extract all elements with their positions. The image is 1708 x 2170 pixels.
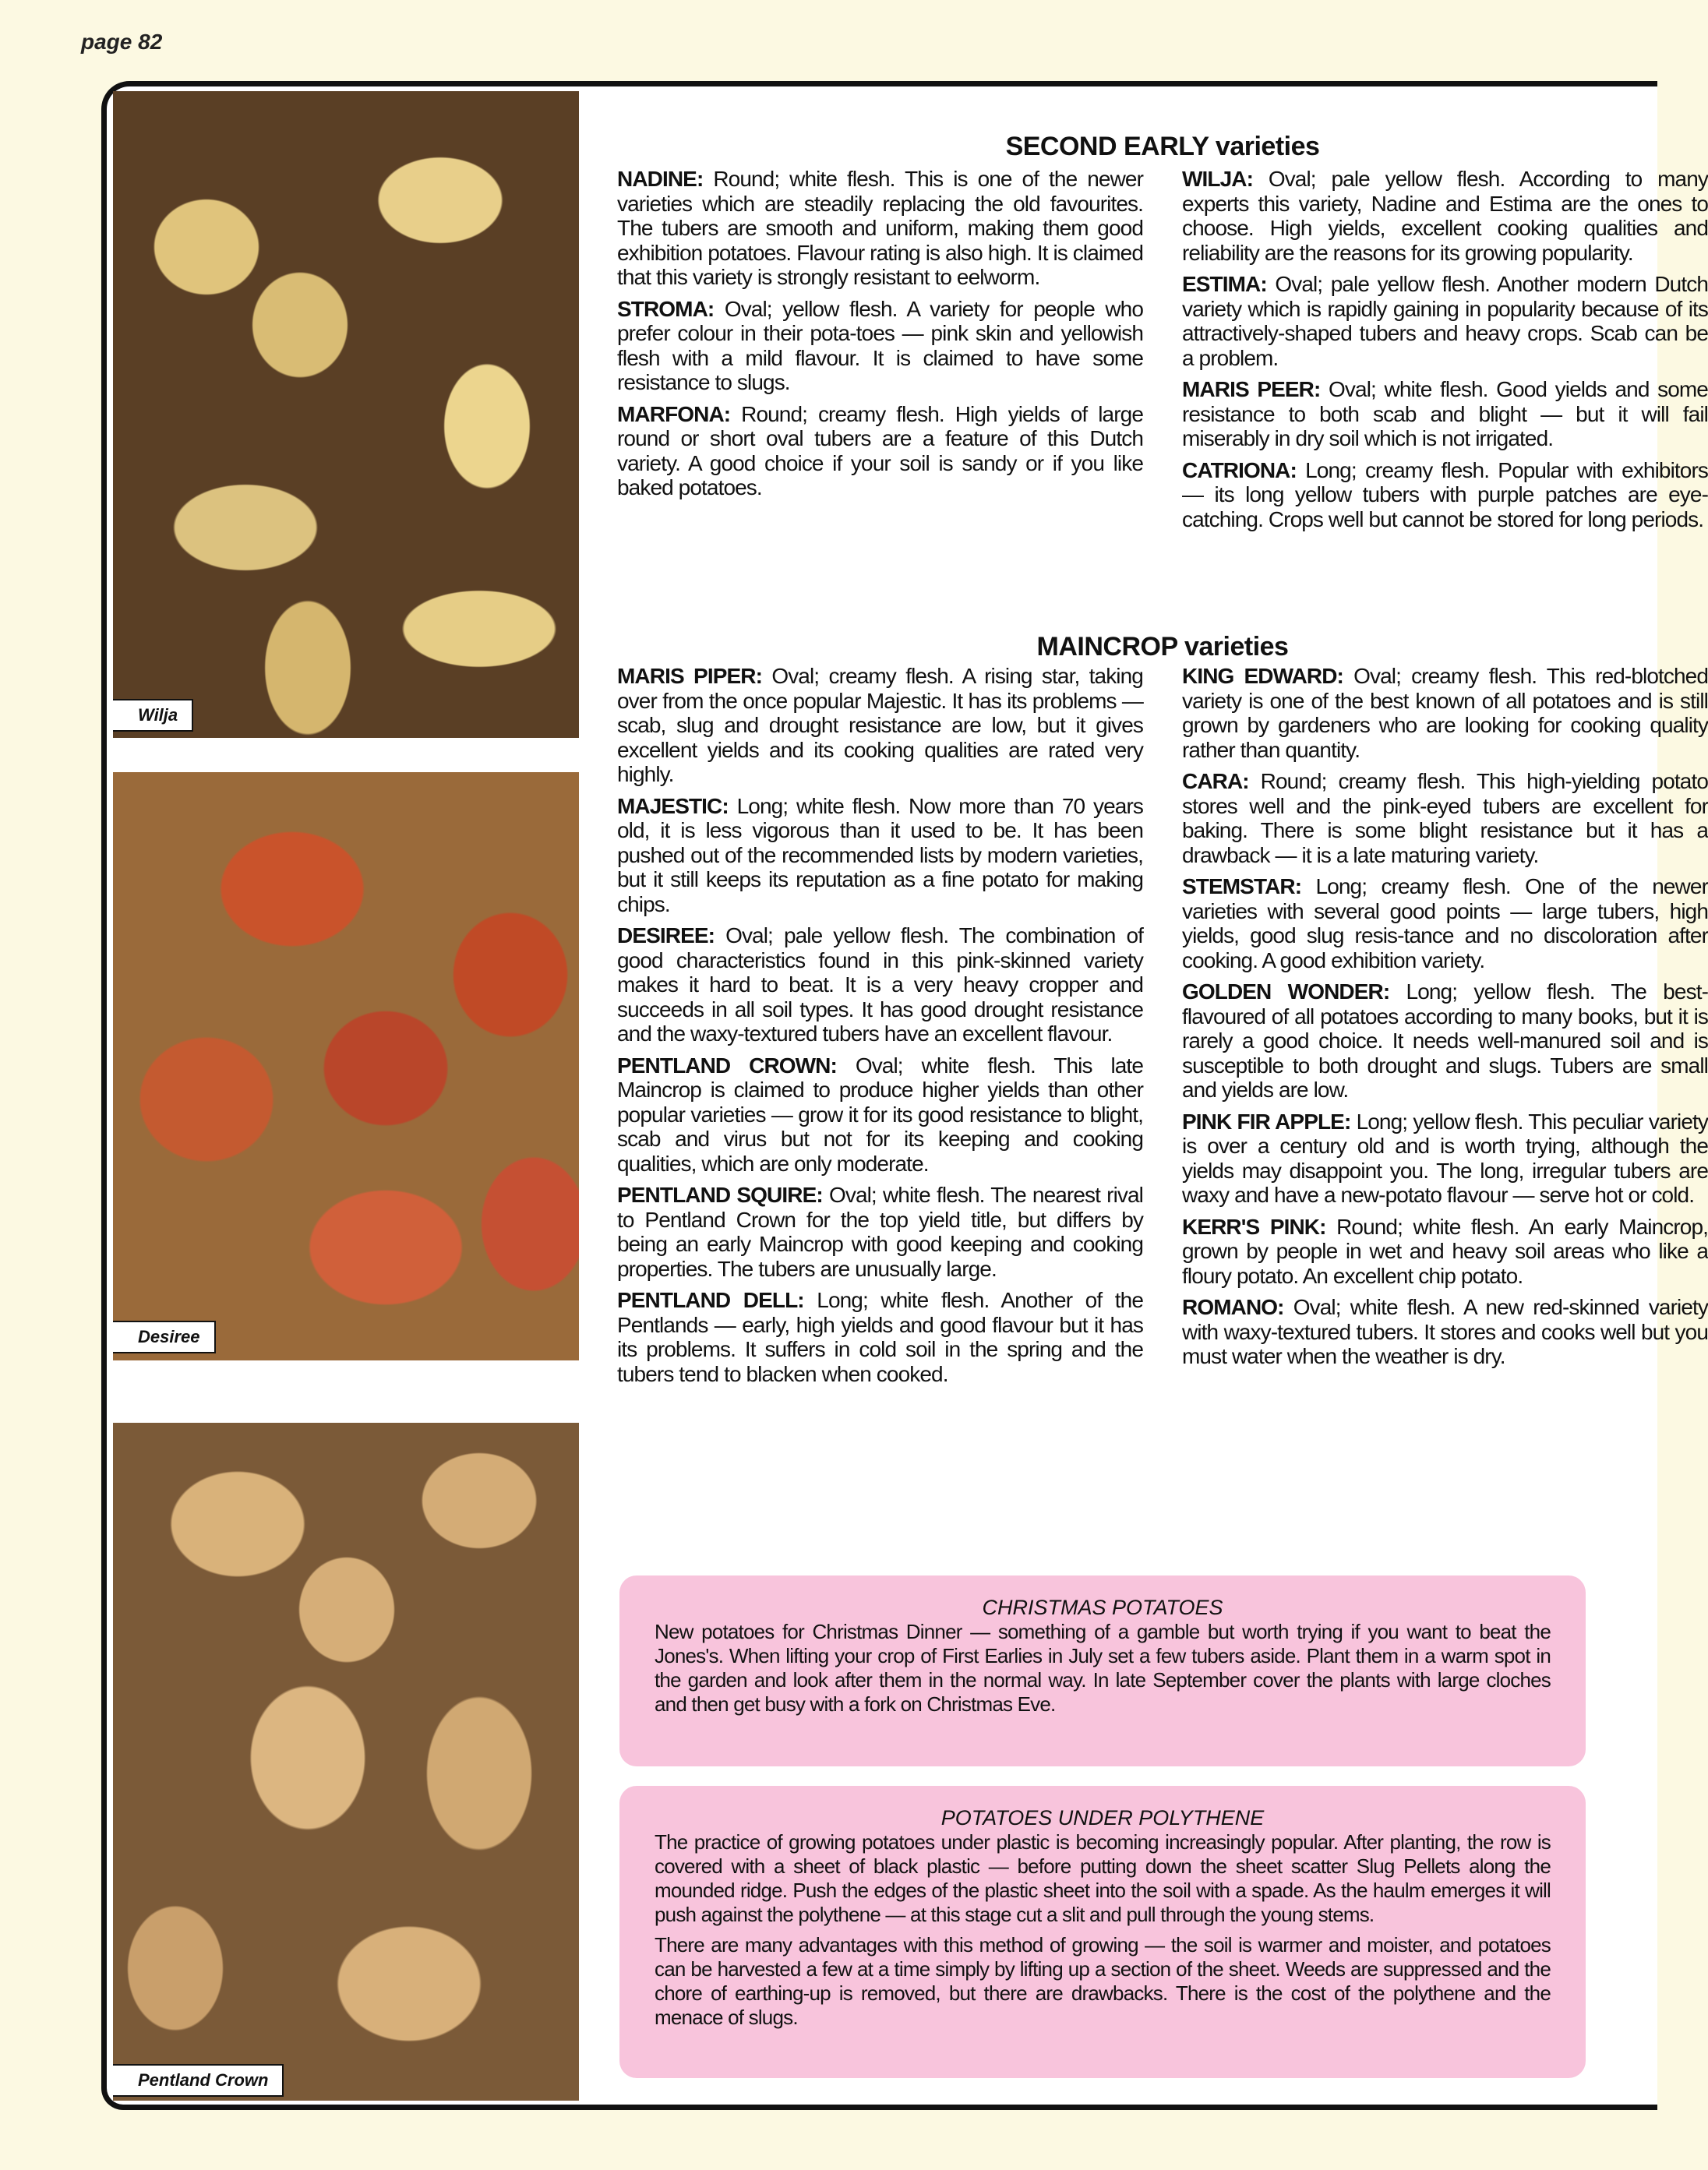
variety-name: WILJA: — [1182, 167, 1254, 191]
variety-description: Oval; white flesh. This late Maincrop is claimed to produce higher yields than other popular varieties — grow it for its good resistance to blight, scab and virus but not for its keeping and cooking qualities, which are only moderate. — [617, 1053, 1143, 1176]
variety-name: MARIS PIPER: — [617, 664, 762, 688]
variety-description: Oval; creamy flesh. This red-blotched variety is one of the best known of all potatoes and is still grown by gardeners who are looking for cooking quality rather than quantity. — [1182, 664, 1708, 762]
christmas-potatoes-box — [619, 1575, 1586, 1766]
box-paragraph: The practice of growing potatoes under plastic is becoming increasingly popular. After planting, the row is covered with a sheet of black plastic — before putting down the sheet scatter Slug Pellets along the mounded ridge. Push the edges of the plastic sheet into the soil with a spade. As the haulm emerges it will push against the polythene — at this stage cut a slit and pull through the young stems. — [655, 1830, 1551, 1926]
variety-description: Long; white flesh. Another of the Pentlands — early, high yields and good flavour but it has its problems. It suffers in cold soil in the spring and the tubers tend to blacken when cooked. — [617, 1288, 1143, 1386]
left-column — [617, 167, 1143, 538]
variety-name: NADINE: — [617, 167, 704, 191]
variety-description: Long; yellow flesh. The best-flavoured of all potatoes according to many books, but it is rarely a good choice. It needs well-manured soil and is susceptible to both drought and slugs. Tubers are small and yields are low. — [1182, 979, 1708, 1102]
variety-name: ROMANO: — [1182, 1295, 1284, 1319]
variety-name: MARIS PEER: — [1182, 377, 1321, 401]
maincrop-section — [617, 632, 1708, 1393]
wilja-photo — [113, 91, 579, 738]
variety-description: Oval; white flesh. Good yields and some resistance to both scab and blight — but it will fail miserably in dry soil which is not irrigated. — [1182, 377, 1708, 450]
variety-entry — [617, 1183, 1143, 1281]
variety-entry — [617, 402, 1143, 500]
variety-name: STEMSTAR: — [1182, 874, 1302, 898]
variety-description: Oval; yellow flesh. A variety for people who prefer colour in their pota-toes — pink skin and yellowish flesh with a mild flavour. It is claimed to have some resistance to slugs. — [617, 296, 1143, 394]
variety-entry — [1182, 874, 1708, 972]
variety-name: MAJESTIC: — [617, 793, 729, 818]
variety-description: Oval; pale yellow flesh. The combination of good characteristics found in this pink-skinned variety makes it hard to beat. It is a very heavy cropper and succeeds in all soil types. It has good drought resistance and the waxy-textured tubers have an excellent flavour. — [617, 923, 1143, 1046]
variety-entry — [1182, 1110, 1708, 1208]
second-early-section — [617, 132, 1708, 538]
page-number: page 82 — [81, 30, 163, 54]
variety-description: Round; creamy flesh. High yields of large round or short oval tubers are a feature of this Dutch variety. A good choice if your soil is sandy or if you like baked potatoes. — [617, 401, 1143, 499]
variety-name: PENTLAND SQUIRE: — [617, 1183, 823, 1207]
variety-name: PINK FIR APPLE: — [1182, 1109, 1351, 1134]
box-paragraph: New potatoes for Christmas Dinner — something of a gamble but worth trying if you want to beat the Jones's. When lifting your crop of First Earlies in July set a few tubers aside. Plant them in a warm spot in the garden and look after them in the normal way. In late September cover the plants with large cloches and then get busy with a fork on Christmas Eve. — [655, 1620, 1551, 1716]
variety-entry — [1182, 272, 1708, 370]
variety-description: Oval; creamy flesh. A rising star, taking over from the once popular Majestic. It has its problems — scab, slug and drought resistance are low, but it gives excellent yields and its cooking qualities are rated very highly. — [617, 664, 1143, 786]
section-heading: MAINCROP varieties — [1036, 632, 1289, 662]
variety-entry — [617, 167, 1143, 290]
desiree-photo — [113, 772, 579, 1360]
photo-caption: Desiree — [113, 1321, 216, 1353]
variety-name: MARFONA: — [617, 401, 731, 426]
photo-caption: Wilja — [113, 699, 193, 732]
right-column — [1182, 167, 1708, 538]
variety-description: Oval; white flesh. The nearest rival to Pentland Crown for the top yield title, but differs by being an early Maincrop with good keeping and cooking properties. The tubers are unusually large. — [617, 1183, 1144, 1281]
polythene-box — [619, 1786, 1586, 2078]
variety-entry — [617, 1288, 1143, 1386]
variety-description: Long; yellow flesh. This peculiar variety is over a century old and is worth trying, although the yields may disappoint you. The long, irregular tubers are waxy and have a new-potato flavour — serve hot or cold. — [1182, 1109, 1708, 1207]
variety-name: CATRIONA: — [1182, 457, 1297, 482]
variety-description: Round; white flesh. An early Maincrop, grown by people in wet and heavy soil areas who like a floury potato. An excellent chip potato. — [1182, 1214, 1708, 1288]
variety-entry — [1182, 1295, 1708, 1369]
variety-entry — [617, 664, 1143, 787]
variety-name: DESIREE: — [617, 923, 715, 947]
variety-name: KING EDWARD: — [1182, 664, 1343, 688]
right-column — [1182, 664, 1708, 1393]
variety-name: PENTLAND DELL: — [617, 1288, 804, 1312]
box-title: POTATOES UNDER POLYTHENE — [940, 1806, 1265, 1830]
variety-entry — [617, 923, 1143, 1046]
variety-description: Oval; white flesh. A new red-skinned variety with waxy-textured tubers. It stores and cooks well but you must water when the weather is dry. — [1182, 1295, 1708, 1368]
variety-name: STROMA: — [617, 296, 715, 321]
variety-description: Round; creamy flesh. This high-yielding potato stores well and the pink-eyed tubers are excellent for baking. There is some blight resistance but it has a drawback — it is a late maturing variety. — [1182, 769, 1708, 867]
variety-entry — [617, 1053, 1143, 1177]
variety-entry — [1182, 458, 1708, 532]
pentland-crown-photo — [113, 1423, 579, 2101]
variety-description: Long; creamy flesh. Popular with exhibitors — its long yellow tubers with purple patches are eye-catching. Crops well but cannot be stored for long periods. — [1182, 457, 1708, 531]
variety-description: Round; white flesh. This is one of the newer varieties which are steadily replacing the old favourites. The tubers are smooth and uniform, making them good exhibition potatoes. Flavour rating is also high. It is claimed that this variety is strongly resistant to eelworm. — [617, 167, 1143, 289]
variety-description: Long; white flesh. Now more than 70 years old, it is less vigorous than it used to be. It has been pushed out of the recommended lists by modern varieties, but it still keeps its reputation as a fine potato for making chips. — [617, 793, 1143, 916]
variety-entry — [617, 794, 1143, 917]
variety-entry — [1182, 769, 1708, 867]
box-paragraph: There are many advantages with this method of growing — the soil is warmer and moister, and potatoes can be harvested a few at a time simply by lifting up a section of the sheet. Weeds are suppressed and the chore of earthing-up is removed, but there are drawbacks. There is the cost of the polythene and the menace of slugs. — [655, 1933, 1551, 2029]
left-column — [617, 664, 1143, 1393]
variety-entry — [1182, 377, 1708, 451]
variety-name: CARA: — [1182, 769, 1249, 793]
variety-entry — [1182, 979, 1708, 1103]
variety-name: ESTIMA: — [1182, 272, 1267, 296]
variety-entry — [1182, 1215, 1708, 1289]
variety-name: KERR'S PINK: — [1182, 1214, 1326, 1239]
variety-entry — [1182, 664, 1708, 762]
variety-description: Long; creamy flesh. One of the newer varieties with several good points — large tubers, high yields, good slug resis-tance and no discoloration after cooking. A good exhibition variety. — [1182, 874, 1708, 972]
variety-description: Oval; pale yellow flesh. Another modern Dutch variety which is rapidly gaining in popularity because of its attractively-shaped tubers and heavy crops. Scab can be a problem. — [1182, 272, 1708, 370]
variety-name: PENTLAND CROWN: — [617, 1053, 837, 1078]
variety-description: Oval; pale yellow flesh. According to many experts this variety, Nadine and Estima are the ones to choose. High yields, excellent cooking qualities and reliability are the reasons for its growing popularity. — [1182, 167, 1708, 265]
variety-entry — [1182, 167, 1708, 265]
box-title: CHRISTMAS POTATOES — [982, 1596, 1223, 1619]
photo-caption: Pentland Crown — [113, 2064, 284, 2097]
variety-entry — [617, 297, 1143, 395]
section-heading: SECOND EARLY varieties — [1005, 132, 1320, 161]
variety-name: GOLDEN WONDER: — [1182, 979, 1390, 1004]
